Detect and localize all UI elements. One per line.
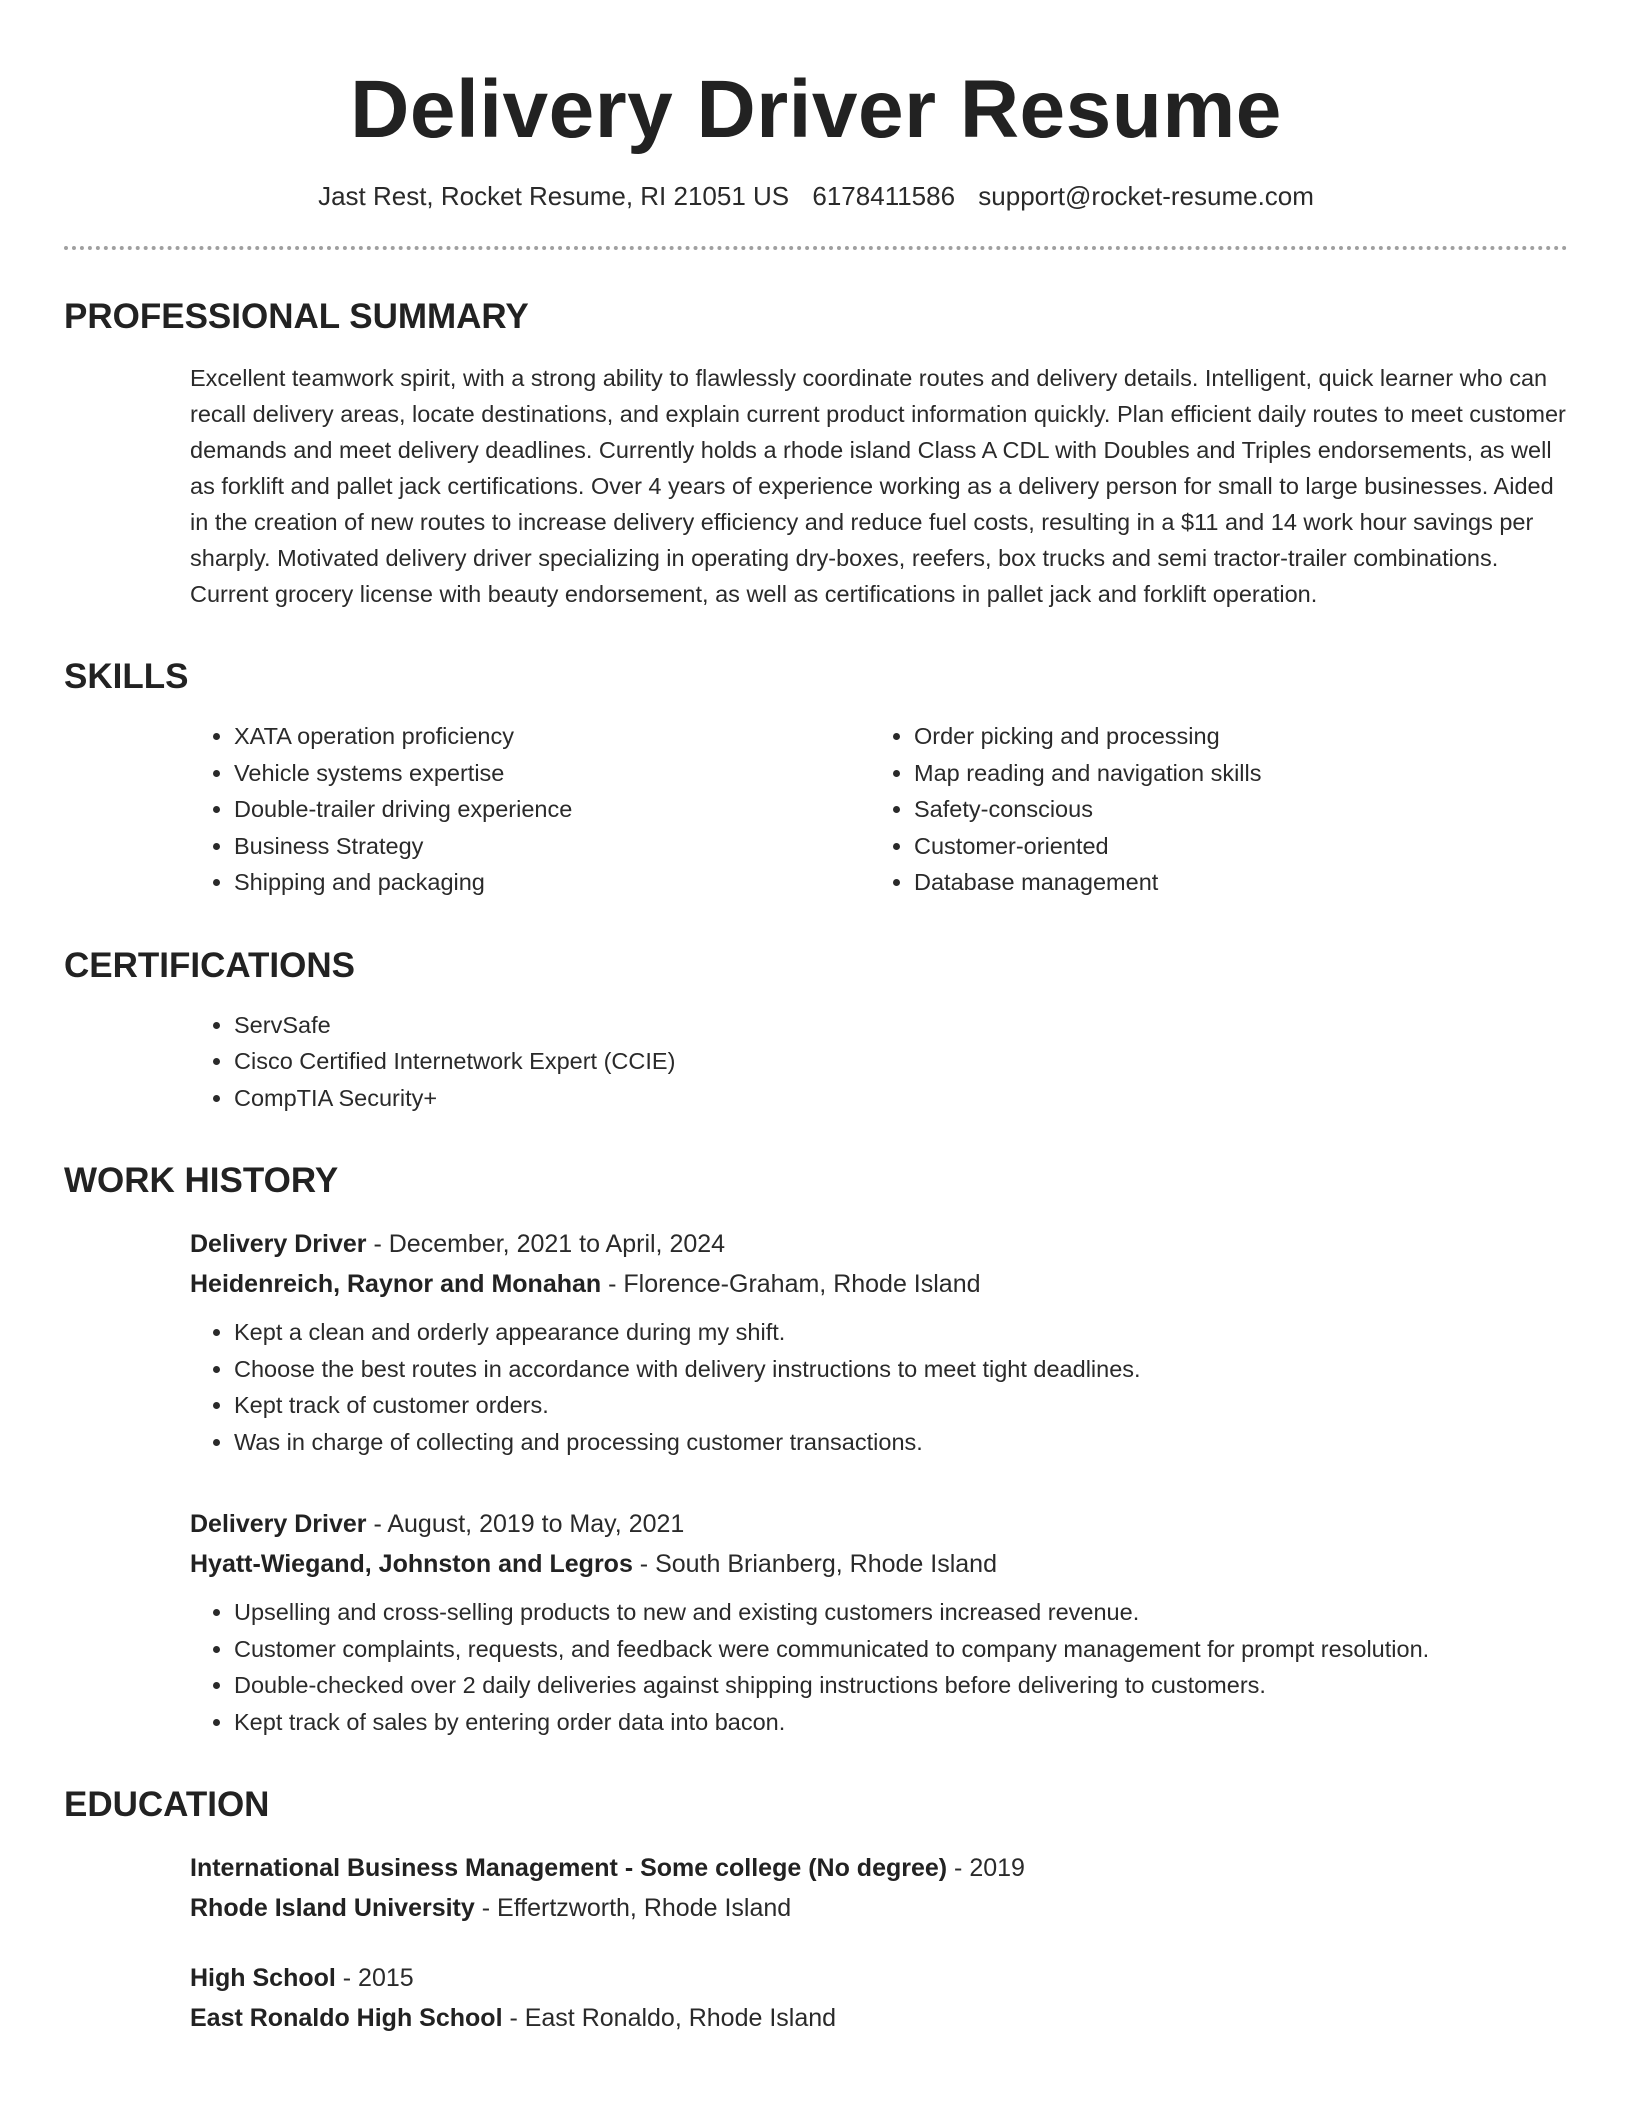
job-location: - South Brianberg, Rhode Island (632, 1550, 997, 1578)
education-year: - 2015 (335, 1964, 414, 1992)
job-bullet: • Kept track of sales by entering order data into bacon. (234, 1704, 1568, 1741)
contact-phone: 6178411586 (812, 181, 956, 211)
job-company: Heidenreich, Raynor and Monahan (190, 1270, 602, 1298)
certification-item: • CompTIA Security+ (234, 1080, 1568, 1117)
job-title-line (190, 1224, 1568, 1264)
skill-item: • Customer-oriented (914, 828, 1550, 865)
education-section (64, 1784, 1568, 2038)
job-location: - Florence-Graham, Rhode Island (601, 1270, 981, 1298)
skill-item: • Order picking and processing (914, 718, 1550, 755)
job-bullet: • Double-checked over 2 daily deliveries against shipping instructions before delivering to customers. (234, 1667, 1568, 1704)
job-entry (190, 1504, 1568, 1740)
education-school: Rhode Island University (190, 1894, 475, 1922)
job-bullet: • Kept a clean and orderly appearance during my shift. (234, 1314, 1568, 1351)
job-company: Hyatt-Wiegand, Johnston and Legros (190, 1550, 633, 1578)
summary-text: Excellent teamwork spirit, with a strong ability to flawlessly coordinate routes and delivery details. Intelligent, quick learner who can recall delivery areas, locate destinations, and explain current product information quickly. Plan efficient daily routes to meet customer demands and meet delivery deadlines. Currently holds a rhode island Class A CDL with Doubles and Triples endorsements, as well as forklift and pallet jack certifications. Over 4 years of experience working as a delivery person for small to large businesses. Aided in the creation of new routes to increase delivery efficiency and reduce fuel costs, resulting in a $11 and 14 work hour savings per sharply. Motivated delivery driver specializing in operating dry-boxes, reefers, box trucks and semi tractor-trailer combinations. Current grocery license with beauty endorsement, as well as certifications in pallet jack and forklift operation. (190, 365, 1566, 607)
certifications-list (190, 1007, 1568, 1117)
skill-item: • XATA operation proficiency (234, 718, 870, 755)
skill-item: • Safety-conscious (914, 791, 1550, 828)
job-company-line (190, 1264, 1568, 1304)
job-entry (190, 1224, 1568, 1460)
job-bullet: • Kept track of customer orders. (234, 1387, 1568, 1424)
summary-heading: PROFESSIONAL SUMMARY (64, 297, 529, 336)
certifications-heading: CERTIFICATIONS (64, 945, 356, 985)
education-degree: High School (190, 1964, 336, 1992)
job-title: Delivery Driver (190, 1230, 367, 1258)
job-title-line (190, 1504, 1568, 1544)
work-history-heading: WORK HISTORY (64, 1161, 339, 1200)
education-degree-line (190, 1848, 1568, 1888)
education-degree-line (190, 1958, 1568, 1998)
contact-email: support@rocket-resume.com (978, 181, 1314, 211)
resume-title: Delivery Driver Resume (350, 64, 1282, 155)
education-school: East Ronaldo High School (190, 2004, 503, 2032)
job-bullets (190, 1594, 1568, 1740)
skills-columns (190, 718, 1568, 901)
skill-item: • Map reading and navigation skills (914, 755, 1550, 792)
job-title: Delivery Driver (190, 1510, 367, 1538)
job-company-line (190, 1544, 1568, 1584)
resume-page (64, 0, 1568, 2112)
certification-item: • ServSafe (234, 1007, 1568, 1044)
education-school-line (190, 1998, 1568, 2038)
summary-section (64, 296, 1568, 612)
contact-line (64, 180, 1568, 212)
skills-column-left (190, 718, 870, 901)
job-bullet: • Upselling and cross-selling products to new and existing customers increased revenue. (234, 1594, 1568, 1631)
education-school-line (190, 1888, 1568, 1928)
education-location: - Effertzworth, Rhode Island (474, 1894, 792, 1922)
education-degree: International Business Management - Some college (No degree) (190, 1854, 948, 1882)
job-dates: - December, 2021 to April, 2024 (366, 1230, 726, 1258)
job-dates: - August, 2019 to May, 2021 (366, 1510, 685, 1538)
job-bullet: • Choose the best routes in accordance with delivery instructions to meet tight deadlines. (234, 1351, 1568, 1388)
work-history-section (64, 1160, 1568, 1740)
education-year: - 2019 (947, 1854, 1025, 1882)
skill-item: • Vehicle systems expertise (234, 755, 870, 792)
contact-address: Jast Rest, Rocket Resume, RI 21051 US (318, 181, 790, 211)
skills-section (64, 656, 1568, 901)
certification-item: • Cisco Certified Internetwork Expert (CCIE) (234, 1043, 1568, 1080)
skill-item: • Shipping and packaging (234, 864, 870, 901)
job-bullet: • Customer complaints, requests, and feedback were communicated to company management for prompt resolution. (234, 1631, 1568, 1668)
education-location: - East Ronaldo, Rhode Island (502, 2004, 837, 2032)
skill-item: • Business Strategy (234, 828, 870, 865)
education-entry (190, 1958, 1568, 2038)
certifications-section (64, 945, 1568, 1117)
header-divider (64, 246, 1568, 250)
education-entry (190, 1848, 1568, 1928)
skill-item: • Double-trailer driving experience (234, 791, 870, 828)
skills-heading: SKILLS (64, 657, 189, 696)
skills-column-right (870, 718, 1550, 901)
education-heading: EDUCATION (64, 1785, 270, 1824)
skill-item: • Database management (914, 864, 1550, 901)
job-bullet: • Was in charge of collecting and processing customer transactions. (234, 1424, 1568, 1461)
job-bullets (190, 1314, 1568, 1460)
